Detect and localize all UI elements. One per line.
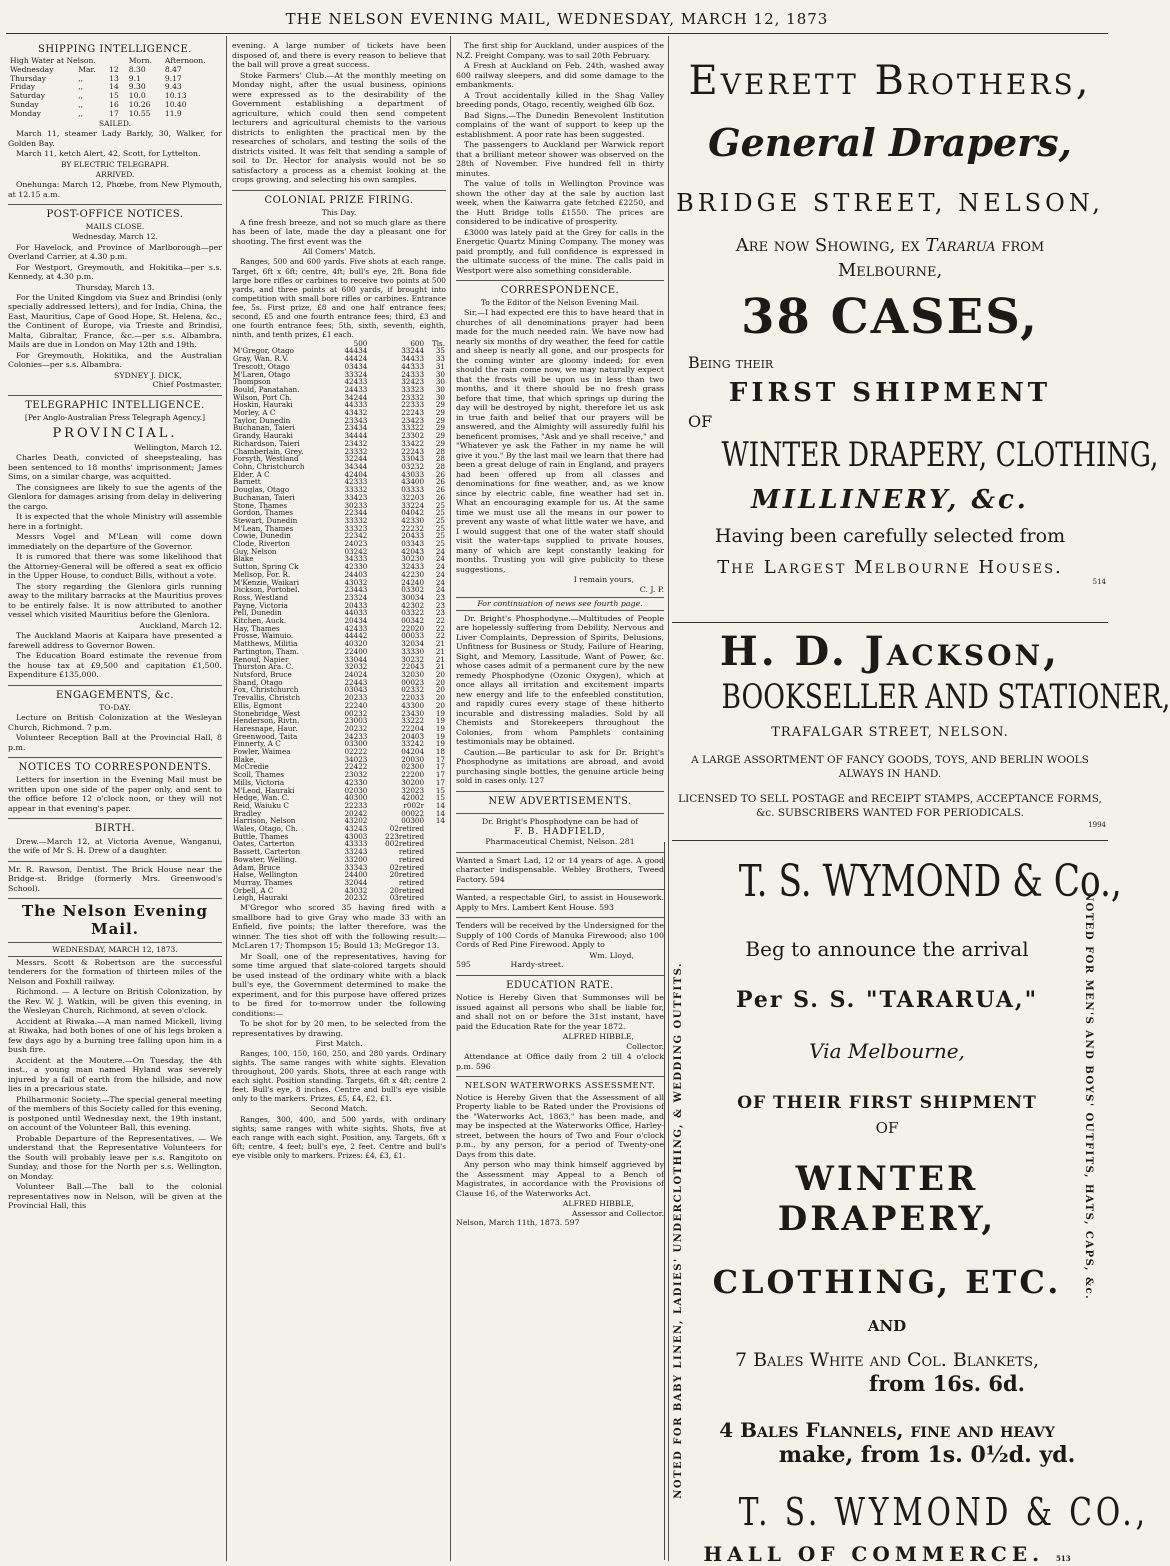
everett-millinery: MILLINERY, &c.: [751, 485, 1029, 515]
score-row: Stewart, Dunedin 33332 42330 25: [233, 515, 445, 525]
score-row: Orbell, A C 43032 20retired: [233, 885, 425, 895]
birth-title: BIRTH.: [94, 823, 136, 835]
advert-text: Wanted a Smart Lad, 12 or 14 years of age. A good character indispensable. Webley Brothers, Tweed Factory. 594: [456, 855, 664, 884]
news-text: Philharmonic Society.—The special general meeting of the members of this Society called for this evening, is postponed until Wednesday next, the 19th instant, on account of the Volunteer Ball, this evening.: [8, 1094, 222, 1133]
score-header: 500 600 Tls.: [353, 338, 445, 348]
score-row: Taylor, Dunedin 23343 23423 29: [233, 415, 445, 425]
tide-header: Morn.: [128, 56, 153, 66]
everett-showing: Are now Showing, ex Tararua from: [735, 235, 1045, 256]
score-row: Kitchen, Auck. 20434 00342 22: [233, 616, 445, 626]
tide-table: [8, 57, 222, 118]
divider: [232, 190, 446, 191]
divider: [456, 917, 664, 918]
column-1: [8, 40, 222, 1560]
wymond-blankets: 7 Bales White and Col. Blankets,: [734, 1349, 1040, 1371]
engagement-text: Volunteer Reception Ball at the Provincial Hall, 8 p.m.: [8, 733, 222, 752]
sailed-title: SAILED.: [98, 119, 132, 129]
score-row: Prosse, Wainuio. 44442 00033 22: [233, 631, 445, 641]
advert-text: Notice is Hereby Given that the Assessment of all Property liable to be Rated under the Provisions of the "Waterworks Act, 1863," has been made, and may be inspected at the Waterworks Office, Harley-street, between the hours of Two and Four o'clock p.m., by any person, for a period of Twenty-one Days from this date.: [456, 1092, 664, 1159]
score-row: Bould, Panatahan. 24433 33323 30: [233, 384, 445, 394]
shipping-title: SHIPPING INTELLIGENCE.: [38, 44, 192, 55]
arrived-title: ARRIVED.: [95, 170, 135, 179]
wymond-hall: HALL OF COMMERCE. 513: [703, 1542, 1071, 1566]
mails-close: MAILS CLOSE.: [85, 222, 145, 232]
telegraph-title: BY ELECTRIC TELEGRAPH.: [60, 159, 170, 169]
wymond-beg: Beg to announce the arrival: [745, 937, 1029, 961]
everett-name: Everett Brothers,: [688, 58, 1092, 104]
news-text: It is rumored that there was some likelihood that the Attorney-General will be offered a seat ex officio in the Upper House, to conduct Bills, without a vote.: [8, 552, 222, 581]
advert-text: Any person who may think himself aggrieved by the Assessment may Appeal to a Bench of Magistrates, in accordance with the Provisions of Clause 16, of the Waterworks Act.: [456, 1160, 664, 1198]
news-text: The Auckland Maoris at Kaipara have presented a farewell address to Governor Bowen.: [8, 631, 222, 650]
everett-selected: Having been carefully selected from: [714, 525, 1066, 547]
post-text: For Westport, Greymouth, and Hokitika—per s.s. Kennedy, at 4.30 p.m.: [8, 262, 222, 282]
score-row: Cowie, Dunedin 22342 20433 25: [233, 531, 445, 541]
match-title: All Comers' Match.: [302, 247, 376, 257]
score-row: Guy, Nelson 03242 42043 24: [233, 546, 445, 556]
score-row: Blake, 34023 20030 17: [233, 754, 445, 764]
score-row: Fox, Christchurch 03043 02332 20: [233, 685, 445, 695]
score-row: Haresnape, Haur. 20232 22204 19: [233, 723, 445, 733]
column-2: [232, 40, 446, 1560]
score-row: Leigh, Hauraki 20232 03retired: [233, 893, 425, 903]
post-text: For Greymouth, Hokitika, and the Australian Colonies—per s.s. Albambra.: [8, 350, 222, 370]
wymond-first: OF THEIR FIRST SHIPMENT: [737, 1093, 1037, 1113]
advert-text: Dr. Bright's Phosphodyne.—Multitudes of People are hopelessly suffering from Debility, Nervous and Liver Complaints, Depression of Spirits, Delusions, Unfitness for Business or Study, Failure of Hearing, Sight, and Memory, Lassitude, Want of Power, &c. whose cases admit of a permanent cure by the new remedy Phosphodyne (Ozonic Oxygen), which at once allays all irritation and excitement imparts new energy and life to the enfeebled constitution, and rapidly cures every stage of these hitherto incurable and distressing maladies. Sold by all Chemists and Storekeepers throughout the Colonies, from whom Pamphlets containing testimonials may be obtained.: [456, 613, 664, 747]
news-text: The value of tolls in Wellington Province was shown the other day at the sale by auction last week, when the Kaiwarra gate fetched £2250, and the Hutt Bridge tolls £1550. The prices are considered to be indicative of prosperity.: [456, 179, 664, 226]
advert-signature: Wm. Lloyd,: [589, 950, 634, 960]
masthead: THE NELSON EVENING MAIL, WEDNESDAY, MARCH 12, 1873: [285, 10, 829, 28]
advert-address: 595 Hardy-street.: [456, 960, 564, 970]
score-table: [232, 340, 446, 902]
everett-of: OF: [688, 412, 713, 431]
score-row: Chamberlain, Grey. 23332 22243 28: [233, 446, 445, 456]
everett-cases: 38 CASES,: [741, 289, 1039, 345]
divider: [456, 889, 664, 890]
advert-text: Notice is Hereby Given that Summonses will be issued against all persons who shall be liable for, and shall not on or before the 31st instant, have paid the Education Rate for the year 1872.: [456, 993, 664, 1031]
wymond-right-vertical: NOTED FOR MEN'S AND BOYS' OUTFITS, HATS, CAPS, &c.: [1083, 892, 1094, 1301]
score-row: Payne, Victoria 20433 42302 23: [233, 600, 445, 610]
score-row: Forsyth, Westland 32244 33043 28: [233, 454, 445, 464]
news-text: Accident at Riwaka.—A man named Mickell, living at Riwaka, had both bones of one of his legs broken a few days ago by a burning tree falling upon him in a bush fire.: [8, 1016, 222, 1055]
score-row: Grandy, Hauraki 34444 23302 29: [233, 431, 445, 441]
score-row: Buttle, Thames 43003 223retired: [233, 831, 425, 841]
score-row: Fowler, Waimea 02222 04204 18: [233, 747, 445, 757]
divider: [456, 791, 664, 792]
wymond-flannels-price: make, from 1s. 0½d. yd.: [778, 1442, 1076, 1468]
advert-text: Wanted, a respectable Girl, to assist in Housework. Apply to Mrs. Lambert Kent House. 593: [456, 893, 664, 912]
post-text: For the United Kingdom via Suez and Brindisi (only specially addressed letters), and for India, China, the East, Mauritius, Cape of Good Hope, St. Helena, &c., the Continent of Europe, via Trieste and Brindisi, Malta, Gibraltar, France, &c.—per s.s. Albambra. Mails are due in London on May 12th and 19th.: [8, 292, 222, 350]
paper-title: The Nelson Evening Mail.: [21, 902, 209, 939]
news-text: evening. A large number of tickets have been disposed of, and there is every reason to believe that the ball will prove a great success.: [232, 41, 446, 69]
divider: [456, 1076, 664, 1077]
score-row: Stone, Thames 30233 33224 25: [233, 500, 445, 510]
dateline: Auckland, March 12.: [139, 620, 222, 630]
score-row: Hedge, Wan. C. 40300 42002 15: [233, 793, 445, 803]
sailed-text: March 11, ketch Alert, 42, Scott, for Lyttelton.: [16, 149, 201, 159]
ad-rule: [672, 622, 1108, 623]
score-row: Cohn, Christchurch 34344 03232 28: [233, 462, 445, 471]
everett-winter: WINTER DRAPERY, CLOTHING,: [721, 435, 1159, 475]
prize-firing-title: COLONIAL PRIZE FIRING.: [264, 194, 414, 206]
paper-date: WEDNESDAY, MARCH 12, 1873.: [8, 942, 222, 957]
score-row: Elder, A C 42404 43033 26: [233, 469, 445, 479]
news-text: Accident at the Moutere.—On Tuesday, the 4th inst., a young man named Hyland was severely injured by a fall of earth from the hillside, and now lies in a precarious state.: [8, 1055, 222, 1094]
news-text: Probable Departure of the Representatives. — We understand that the Representative Volunteers for the South will probably leave per s.s. Rangitoto on Sunday, and those for the North per s.s. Wellington, on Monday.: [8, 1133, 222, 1181]
score-row: M'Laren, Otago 33324 24333 30: [233, 369, 445, 379]
everett-brothers-ad: [674, 40, 1159, 620]
jackson-line: LICENSED TO SELL POSTAGE and RECEIPT STAMPS, ACCEPTANCE FORMS, &c. SUBSCRIBERS WANTED FOR PERIODICALS.: [678, 793, 1102, 819]
jackson-line: A LARGE ASSORTMENT OF FANCY GOODS, TOYS, AND BERLIN WOOLS ALWAYS IN HAND.: [691, 754, 1089, 780]
birth-text: Drew.—March 12, at Victoria Avenue, Wanganui, the wife of Mr S. H. Drew of a daughter.: [8, 836, 222, 856]
news-text: Stoke Farmers' Club.—At the monthly meeting on Monday night, after the usual business, opinions were expressed as to the desirability of the Government establishing a department of agriculture, which could then send competent lecturers and agricultural chemists to the various districts to enlighten the practical men by the researches of scholars, and testing the soils of the districts visited. It was felt that sending a sample of soil to Dr. Hector for analysis would not be so satisfactory a process as a chemist looking at the crops growing, and selecting his own samples.: [232, 70, 446, 184]
tide-header: High Water at Nelson.: [10, 56, 96, 66]
new-ads-title: NEW ADVERTISEMENTS.: [488, 795, 632, 807]
score-row: M'Kenzie, Waikari 43032 24240 24: [233, 577, 445, 587]
score-row: Bradley 20242 00022 14: [233, 808, 445, 818]
score-row: Nutsford, Bruce 24024 32030 20: [233, 669, 445, 679]
wymond-winter: WINTER DRAPERY,: [777, 1159, 997, 1239]
score-row: Partington, Tham. 22400 33330 21: [233, 646, 445, 656]
news-text: £3000 was lately paid at the Grey for calls in the Energetic Quartz Mining Company. The money was paid promptly, and full confidence is expressed in the ultimate success of the mine. The calls paid in Westport were also something considerable.: [456, 227, 664, 275]
match-conditions: Ranges, 300, 400, and 500 yards, with ordinary sights; same ranges with white sights. Shots, five at each range with each sight. Position, any. Targets, 6ft x 6ft; centre, 4 feet; bull's eye, 2 feet. Centre and bull's eye visible only to markers. Prizes: £4, £3, £1.: [232, 1114, 446, 1160]
jackson-street: TRAFALGAR STREET, NELSON.: [771, 725, 1009, 740]
news-text: The passengers to Auckland per Warwick report that a brilliant meteor shower was observed on the 28th of November. Five hundred fell in thirty minutes.: [456, 140, 664, 178]
advert-signature: ALFRED HIBBLE,: [562, 1032, 634, 1042]
everett-trade: General Drapers,: [708, 120, 1072, 165]
news-text: Messrs. Scott & Robertson are the successful tenderers for the formation of thirteen miles of the Nelson and Foxhill railway.: [8, 957, 222, 986]
score-row: Clode, Riverton 24023 03343 25: [233, 539, 445, 549]
everett-being: Being their: [688, 353, 774, 372]
post-text: For Havelock, and Province of Marlborough—per Overland Carrier, at 4.30 p.m.: [8, 242, 222, 262]
news-text: Bad Signs.—The Dunedin Benevolent Institution complains of the want of support to keep up the establishment. A poor rate has been suggested.: [456, 110, 664, 139]
everett-first-shipment: FIRST SHIPMENT: [728, 378, 1052, 408]
advert-role: Collector.: [626, 1041, 664, 1051]
score-row: Ellis, Egmont 22240 43300 20: [233, 700, 445, 710]
tide-row: Friday ,, 14 9.30 9.43: [10, 82, 182, 92]
news-text: M'Gregor who scored 35 having fired with a smallbore had to give Gray who made 33 with an Enfield, five points; the latter therefore, was the winner. The ties shot off with the following result:—McLaren 17; Thompson 15; Bould 13; McGregor 13.: [232, 903, 446, 951]
score-row: Wilson, Port Ch. 34244 23332 30: [233, 392, 445, 402]
news-text: A Trout accidentally killed in the Shag Valley breeding ponds, Otago, recently, weighed 6lb 6oz.: [456, 90, 664, 109]
letter-closing: I remain yours,: [573, 575, 634, 585]
wymond-of: OF: [875, 1119, 899, 1137]
score-row: M'Leod, Hauraki 02030 32023 15: [233, 785, 445, 795]
to-editor: To the Editor of the Nelson Evening Mail.: [480, 298, 640, 308]
score-row: Blake 34333 30230 24: [233, 554, 445, 564]
score-row: Oates, Carterton 43333 002retired: [233, 839, 425, 849]
score-row: Renouf, Napier 33044 30232 21: [233, 654, 445, 664]
news-text: A Fresh at Auckland on Feb. 24th, washed away 600 railway sleepers, and did some damage to the embankments.: [456, 61, 664, 89]
news-text: Charles Death, convicted of sheepstealing, has been sentenced to 18 months' imprisonment; James Sims, on a similar charge, was acquitted.: [8, 453, 222, 482]
divider: [8, 395, 222, 396]
advert-text: Caution.—Be particular to ask for Dr. Bright's Phosphodyne as imitations are abroad, and avoid purchasing single bottles, the genuine article being sold in cases only. 127: [456, 747, 664, 786]
score-row: Morley, A C 43432 22243 29: [233, 408, 445, 418]
advert-name: F. B. HADFIELD,: [514, 826, 606, 837]
divider: [8, 898, 222, 899]
score-row: Richardson, Taieri 23432 33422 29: [233, 438, 445, 448]
wymond-flannels: 4 Bales Flannels, fine and heavy: [719, 1418, 1055, 1442]
tide-row: Wednesday Mar. 12 8.30 8.47: [10, 64, 182, 74]
notices-title: NOTICES TO CORRESPONDENTS.: [18, 762, 212, 774]
score-row: Ross, Westland 23324 30034 23: [233, 592, 445, 602]
post-signature: SYDNEY J. DICK,: [114, 370, 182, 380]
score-row: Buchanan, Taieri 23434 33322 29: [233, 423, 445, 433]
score-row: Bowater, Welling. 33200 retired: [233, 854, 425, 864]
advert-role: Assessor and Collector.: [571, 1208, 664, 1218]
masthead-rule: [6, 33, 1108, 34]
post-signature-role: Chief Postmaster.: [152, 380, 222, 390]
education-rate-title: EDUCATION RATE.: [506, 979, 614, 991]
advert-text: Attendance at Office daily from 2 till 4 o'clock p.m. 596: [456, 1052, 664, 1071]
divider: [8, 204, 222, 205]
news-text: The consignees are likely to sue the agents of the Glenlora for damages arising from delay in delivering the cargo.: [8, 482, 222, 511]
news-text: A fine fresh breeze, and not so much glare as there has been of late, made the day a pleasant one for shooting. The first event was the: [232, 217, 446, 246]
score-row: Shand, Otago 22443 00023 20: [233, 677, 445, 687]
wymond-ad: [664, 842, 1149, 1566]
correspondence-title: CORRESPONDENCE.: [500, 285, 620, 296]
agency: [Per Anglo-Australian Press Telegraph Agency.]: [24, 412, 206, 422]
wymond-blankets-price: from 16s. 6d.: [869, 1371, 1025, 1396]
engagements-title: ENGAGEMENTS, &c.: [55, 689, 175, 701]
score-row: Thurston Ara. C. 32032 22043 21: [233, 662, 445, 672]
score-row: Gordon, Thames 22344 04042 25: [233, 508, 445, 518]
score-row: Hoskin, Hauraki 44333 22333 29: [233, 400, 445, 410]
waterworks-title: NELSON WATERWORKS ASSESSMENT.: [464, 1081, 656, 1092]
score-row: Bassett, Carterton 33243 retired: [233, 847, 425, 857]
notices-text: Letters for insertion in the Evening Mail must be written upon one side of the paper only, and sent to the office before 12 o'clock noon, or they will not appear in that evening's paper.: [8, 775, 222, 813]
tide-row: Sunday ,, 16 10.26 10.40: [10, 99, 187, 109]
column-divider: [450, 36, 451, 1561]
wymond-via: Via Melbourne,: [809, 1039, 965, 1063]
score-row: M'Lean, Thames 33323 22232 25: [233, 523, 445, 533]
match-title: Second Match.: [310, 1104, 368, 1114]
wymond-per: Per S. S. "TARARUA,": [735, 987, 1039, 1013]
tide-row: Monday ,, 17 10.55 11.9: [10, 108, 182, 118]
everett-houses: The Largest Melbourne Houses.: [717, 557, 1063, 578]
news-text: Messrs Vogel and M'Lean will come down immediately on the departure of the Governor.: [8, 532, 222, 551]
score-row: McCredie 22422 02300 17: [233, 762, 445, 772]
score-row: Stonebridge, West 00232 23430 19: [233, 708, 445, 718]
score-row: Gray, Wan. R.V. 44424 34433 33: [233, 354, 445, 364]
wymond-left-vertical: NOTED FOR BABY LINEN, LADIES' UNDERCLOTHING, & WEDDING OUTFITS.: [673, 962, 684, 1499]
score-row: Wales, Otago, Ch. 43243 02retired: [233, 824, 425, 834]
news-text: Richmond. — A lecture on British Colonization, by the Rev. W. J. Watkin, will be given this evening, in the Wesleyan Church, Richmond, at seven o'clock.: [8, 987, 222, 1016]
score-row: Dickson, Portobel. 23443 03302 24: [233, 585, 445, 595]
score-row: Henderson, Rivtn. 23003 33222 19: [233, 716, 445, 726]
this-day: This Day.: [321, 207, 357, 217]
advert-signature: ALFRED HIBBLE,: [562, 1199, 634, 1209]
score-row: Reid, Waiuku C 22233 r002r 14: [233, 800, 445, 810]
news-text: It is expected that the whole Ministry will assemble here in a fortnight.: [8, 512, 222, 531]
column-3: [456, 40, 664, 1560]
match-conditions: Ranges, 100, 150, 160, 250, and 280 yards. Ordinary sights. The same ranges with white sights. Elevation throughout, 200 yards. Shots, three at each range with each sight. Position standing. Targets, 6ft x 4ft; centre 2 feet. Bull's eye, 8 inches. Centre and bull's eye visible only to the markers. Prizes, £5, £4, £2, £1.: [232, 1049, 446, 1104]
engagement-text: Lecture on British Colonization at the Wesleyan Church, Richmond. 7 p.m.: [8, 713, 222, 732]
divider: [8, 685, 222, 686]
ad-number: 514: [1092, 578, 1106, 586]
score-row: Harrison, Nelson 43202 00300 14: [233, 816, 445, 826]
ad-rule: [672, 840, 1108, 841]
score-row: Trescott, Otago 03434 44333 31: [233, 361, 445, 371]
letter-initials: C. J. P.: [639, 584, 664, 594]
post-date: Wednesday, March 12.: [72, 232, 158, 242]
score-row: Trevallis, Christch 20233 22033 20: [233, 693, 445, 703]
everett-street: BRIDGE STREET, NELSON,: [676, 189, 1104, 217]
advert-text: Tenders will be received by the Undersigned for the Supply of 100 Cords of Manuka Firewood; also 100 Cords of Red Pine Firewood. Apply to: [456, 921, 664, 950]
score-row: Barnett 42333 43400 26: [233, 477, 445, 487]
score-row: Scoll, Thames 23032 22200 17: [233, 770, 445, 780]
tide-header: Afternoon.: [164, 56, 206, 66]
advert-text: Dr. Bright's Phosphodyne can be had of: [481, 817, 639, 827]
score-row: Murray, Thames 32044 retired: [233, 877, 425, 887]
score-row: Adam, Bruce 33343 02retired: [233, 862, 425, 872]
provincial-title: PROVINCIAL.: [52, 426, 178, 442]
news-text: The story regarding the Glenlora girls running away to the military barracks at the Mauritius proves to be entirely false. It is now attributed to another vessel which visited Mauritius before the Glenlora.: [8, 581, 222, 620]
dentist-ad: Mr. R. Rawson, Dentist. The Brick House near the Bridge-st. Bridge (formerly Mrs. Greenwood's School).: [8, 864, 222, 893]
ad-number: 1994: [1088, 820, 1106, 829]
divider: [456, 280, 664, 281]
post-title: POST-OFFICE NOTICES.: [46, 209, 184, 221]
match-conditions: Ranges, 500 and 600 yards. Five shots at each range. Target, 6ft x 6ft; centre, 4ft; bull's eye, 2ft. Bona fide large bore rifles or carbines to receive two points at 500 yards, and three points at 600 yards, if brought into competition with small bore rifles or carbines. Entrance fee, 5s. First prize, £8 and one half entrance fees; second, £5 and one fourth entrance fees; third, £3 and one fourth entrance fees; 5th, sixth, seventh, eighth, ninth, and tenth prizes, £1 each.: [232, 257, 446, 339]
score-row: Matthews, Militia 40320 32034 21: [233, 639, 445, 649]
dateline: Wellington, March 12.: [134, 442, 222, 452]
jackson-trade: BOOKSELLER AND STATIONER,: [721, 677, 1170, 717]
score-row: Pell, Dunedin 44033 03322 23: [233, 608, 445, 618]
divider: [456, 852, 664, 853]
score-row: Hay, Thames 42433 22020 22: [233, 623, 445, 633]
post-date: Thursday, March 13.: [75, 282, 155, 292]
advert-date: Nelson, March 11th, 1873. 597: [456, 1218, 580, 1228]
news-text: Volunteer Ball.—The ball to the colonial representatives now in Nelson, will be given at the Provincial Hall, this: [8, 1182, 222, 1211]
jackson-ad: [674, 628, 1170, 838]
wymond-clothing: CLOTHING, ETC.: [712, 1263, 1062, 1301]
jackson-name: H. D. Jackson,: [719, 628, 1061, 675]
sailed-text: March 11, steamer Lady Barkly, 30, Walker, for Golden Bay.: [8, 129, 222, 148]
news-text: Mr Soall, one of the representatives, having for some time argued that slate-colored targets should be used instead of the ordinary white with a black bull's eye, the Government determined to make the experiment, and for this purpose have offered prizes to be fired for to-morrow under the following conditions:—: [232, 951, 446, 1018]
tide-row: Saturday ,, 15 10.0 10.13: [10, 91, 187, 101]
score-row: Sutton, Spring Ck 42330 32433 24: [233, 562, 445, 572]
telegraphic-title: TELEGRAPHIC INTELLIGENCE.: [25, 399, 205, 411]
news-text: To be shot for by 20 men, to be selected from the representatives by drawing.: [232, 1019, 446, 1038]
column-divider: [226, 36, 227, 1561]
divider: [8, 818, 222, 819]
news-text: The Education Board estimate the revenue from the house tax at £9,500 and capitation £1,500. Expenditure £135,000.: [8, 651, 222, 680]
score-row: Finnerty, A C 03300 33242 19: [233, 739, 445, 749]
score-row: Mills, Victoria 42330 30200 17: [233, 777, 445, 787]
wymond-name: T. S. WYMOND & Co.,: [738, 856, 1122, 907]
wymond-and: AND: [867, 1317, 907, 1335]
score-row: Douglas, Otago 33332 03333 26: [233, 485, 445, 495]
tide-row: Thursday ,, 13 9.1 9.17: [10, 73, 182, 83]
divider: [456, 975, 664, 976]
continued-note: For continuation of news see fourth page.: [456, 597, 664, 611]
score-row: Thompson 42433 32423 30: [233, 377, 445, 387]
today: TO-DAY.: [99, 703, 131, 713]
arrived-text: Onehunga: March 12, Phœbe, from New Plymouth, at 12.15 a.m.: [8, 180, 222, 199]
everett-melbourne: Melbourne,: [837, 260, 943, 281]
letter-text: Sir,—I had expected ere this to have heard that in churches of all denominations prayer had been made for the much needed rain. We have now had nearly six months of dry weather, the feed for cattle and sheep is nearly all gone, and our prospects for the coming winter are gloomy indeed; for even should the rain come now, we may naturally expect that the frosts will be upon us in less than two months, and it there should be no fresh grass before that time, that which springs up during the day will be destroyed by night, therefore let us ask in true faith and belief that our prayers will be answered, and the Almighty will assuredly fulfil his beneficent promises, "Ask and ye shall receive," and "Whatever ye ask the Father in my name he will give it you." By the last mail we learn that there had been a great deluge of rain in England, and prayers had been offered up from all classes and denominations for fine weather, and, as we know since by electric cable, fine weather had set in. What an encouraging example for us. At the same time we must use all the means in our power to prevent any waste of what little water we have, and I would suggest that one of the water staff should visit the water-taps supplied to private houses, many of which are kept constantly leaking for months. Trusting you will give publicity to these suggestions,: [456, 308, 664, 574]
match-title: First Match.: [315, 1039, 363, 1049]
score-row: Mellsop, For. R. 24403 42230 24: [233, 569, 445, 579]
score-row: Halse, Wellington 24400 20retired: [233, 870, 425, 880]
divider: [456, 813, 664, 814]
score-row: M'Gregor, Otago 44434 33244 35: [233, 346, 445, 356]
divider: [8, 757, 222, 758]
score-row: Greenwood, Taita 24233 20403 19: [233, 731, 445, 741]
news-text: The first ship for Auckland, under auspices of the N.Z. Freight Company, was to sail 20th February.: [456, 41, 664, 60]
score-row: Buchanan, Taieri 33423 32203 26: [233, 492, 445, 502]
advert-text: Pharmaceutical Chemist, Nelson. 281: [485, 837, 635, 847]
divider: [8, 861, 222, 862]
wymond-name-2: T. S. WYMOND & CO.,: [738, 1490, 1149, 1534]
